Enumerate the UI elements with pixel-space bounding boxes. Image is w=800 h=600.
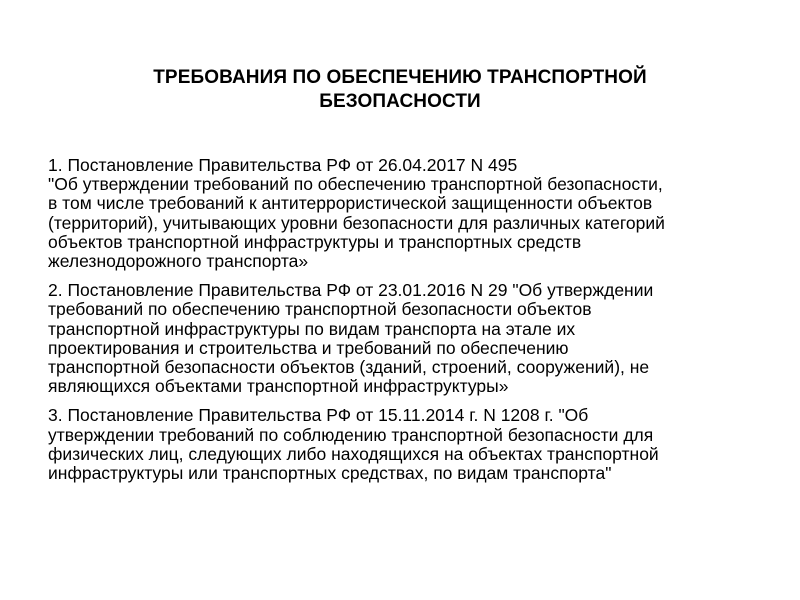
regulation-item-3 [48,406,754,483]
title-line: БЕЗОПАСНОСТИ [319,91,481,112]
regulation-line: 2. Постановление Правительства РФ от 23.01.2016 N 29 "Об утверждении [48,280,654,301]
regulation-line: 1. Постановление Правительства РФ от 26.04.2017 N 495 [48,155,518,175]
slide-title [60,66,740,114]
regulation-line: (территорий), учитывающих уровни безопасности для различных категорий [48,212,665,233]
regulation-line: требований по обеспечению транспортной безопасности объектов [48,299,592,320]
regulation-list [48,156,754,493]
regulation-line: в том числе требований к антитеррористической защищенности объектов [48,193,653,214]
title-line: ТРЕБОВАНИЯ ПО ОБЕСПЕЧЕНИЮ ТРАНСПОРТНОЙ [153,67,647,88]
regulation-line: транспортной инфраструктуры по видам транспорта на этале их [48,318,576,339]
regulation-item-2 [48,281,754,396]
regulation-line: транспортной безопасности объектов (зданий, строений, сооружений), не [48,357,650,378]
regulation-line: железнодорожного транспорта» [48,251,309,272]
regulation-line: проектирования и строительства и требований по обеспечению [48,337,569,358]
regulation-line: инфраструктуры или транспортных средствах, по видам транспорта" [48,463,612,484]
regulation-line: физических лиц, следующих либо находящихся на объектах транспортной [48,443,659,464]
regulation-line: "Об утверждении требований по обеспечению транспортной безопасности, [48,174,663,195]
regulation-line: объектов транспортной инфраструктуры и транспортных средств [48,231,582,252]
regulation-item-1 [48,156,754,271]
regulation-line: 3. Постановление Правительства РФ от 15.11.2014 г. N 1208 г. "Об [48,405,589,426]
regulation-line: являющихся объектами транспортной инфраструктуры» [48,376,509,397]
regulation-line: утверждении требований по соблюдению транспортной безопасности для [48,424,654,445]
